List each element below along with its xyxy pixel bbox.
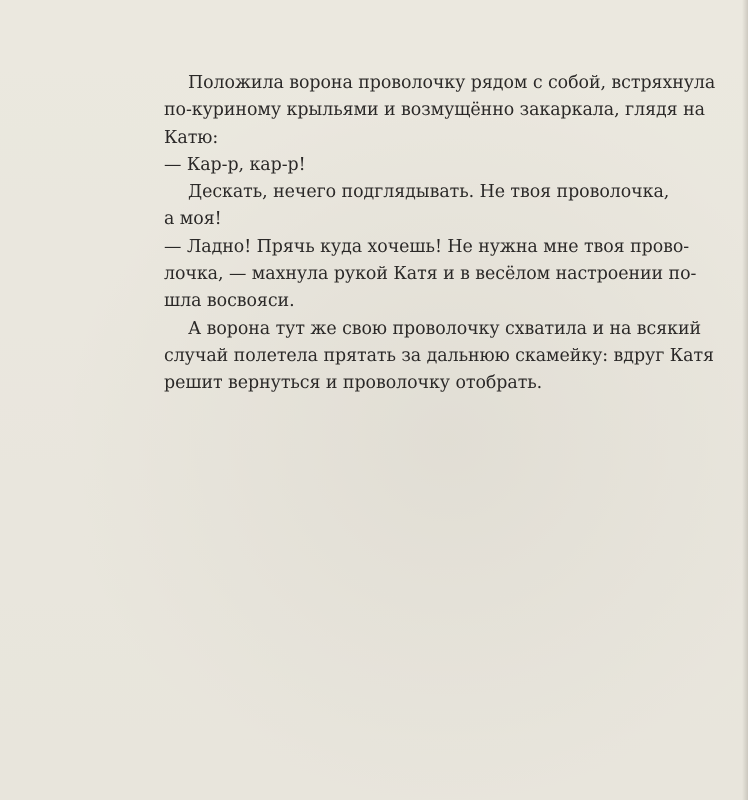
- text-line: Катю:: [164, 127, 219, 148]
- text-line: — Кар-р, кар-р!: [164, 154, 306, 175]
- text-line: по-куриному крыльями и возмущённо закаркала, глядя на: [164, 100, 705, 121]
- text-line: Дескать, нечего подглядывать. Не твоя проволочка,: [188, 182, 670, 203]
- text-line: лочка, — махнула рукой Катя и в весёлом настроении по-: [164, 264, 697, 285]
- text-line: Положила ворона проволочку рядом с собой, встряхнула: [188, 73, 716, 93]
- text-line: шла восвояси.: [164, 291, 295, 312]
- page-edge-shadow: [742, 0, 748, 800]
- text-line: — Ладно! Прячь куда хочешь! Не нужна мне твоя прово-: [164, 236, 690, 257]
- text-line: А ворона тут же свою проволочку схватила и на всякий: [188, 318, 702, 339]
- text-line: решит вернуться и проволочку отобрать.: [164, 373, 543, 394]
- text-line: случай полетела прятать за дальнюю скамейку: вдруг Катя: [164, 345, 714, 366]
- text-line: а моя!: [164, 209, 222, 230]
- story-text: [164, 70, 724, 398]
